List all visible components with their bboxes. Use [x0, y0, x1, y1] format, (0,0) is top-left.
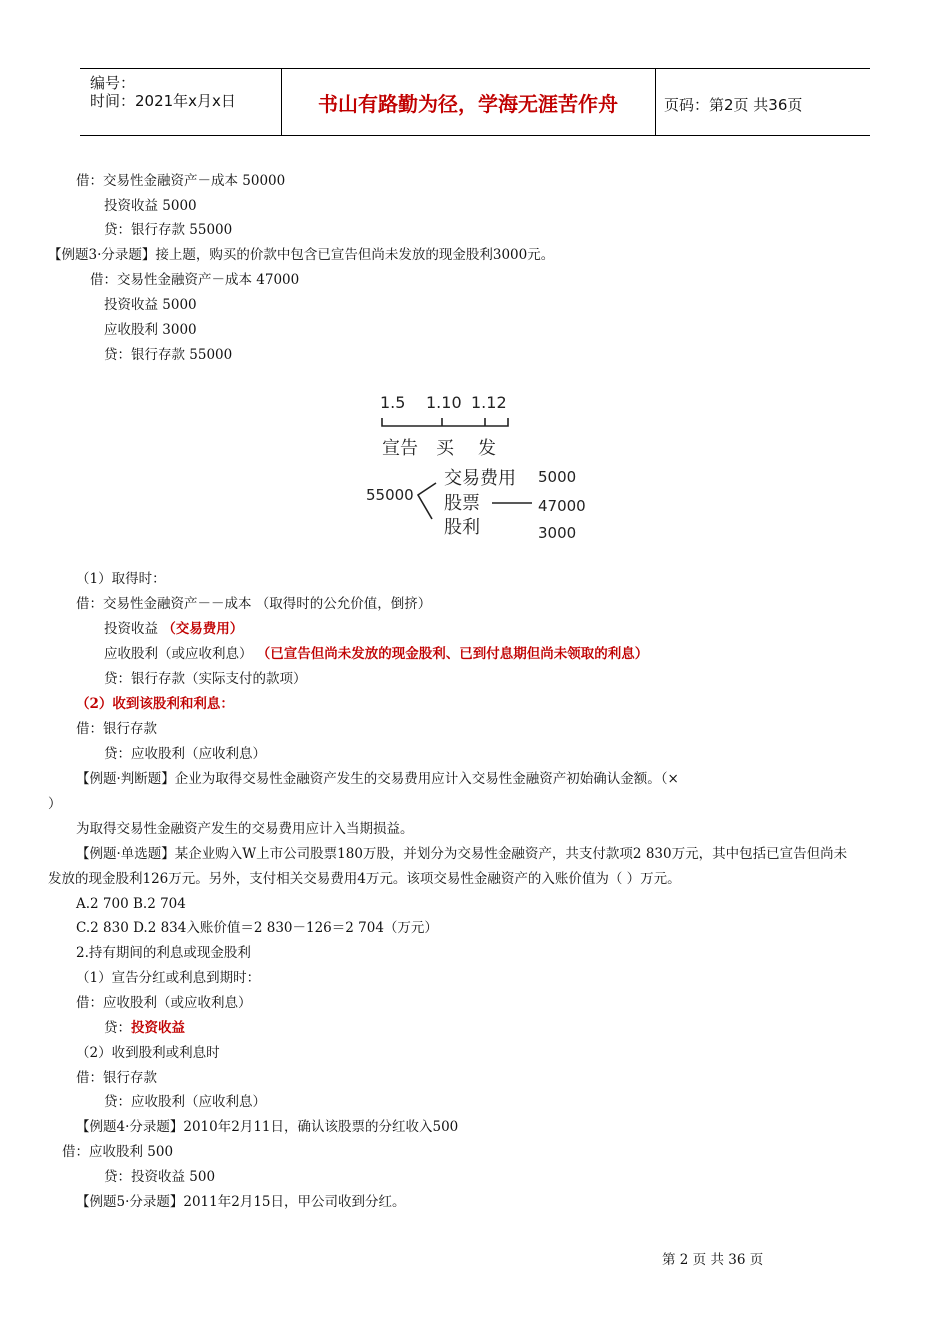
example-choice-text: 发放的现金股利126万元。另外，支付相关交易费用4万元。该项交易性金融资产的入账价值为（ ）万元。 [48, 871, 681, 887]
entry-account: 投资收益 [104, 621, 163, 637]
entry-debit-line: 借：交易性金融资产－成本 47000 [90, 272, 300, 288]
entry-account: 应收股利（或应收利息） [104, 646, 257, 662]
choice-options-answer: C.2 830 D.2 834入账价值＝2 830－126＝2 704（万元） [76, 920, 438, 936]
dividend-diagram [360, 385, 600, 550]
header-bottom-rule [80, 135, 870, 136]
diagram-item-dividend: 股利 [444, 517, 480, 538]
diagram-value-dividend: 3000 [538, 524, 577, 542]
entry-debit-line: 借：交易性金融资产－成本 50000 [76, 173, 286, 189]
example5-title: 【例题5·分录题】2011年2月15日，甲公司收到分红。 [76, 1194, 406, 1210]
example-judge-title: 【例题·判断题】企业为取得交易性金融资产发生的交易费用应计入交易性金融资产初始确认金额。（× [76, 771, 679, 787]
entry-line: 应收股利 3000 [104, 322, 197, 338]
entry-debit-line: 借：银行存款 [76, 1070, 157, 1086]
entry-debit-line: 借：交易性金融资产－－成本 （取得时的公允价值，倒挤） [76, 596, 432, 612]
choice-options: A.2 700 B.2 704 [76, 896, 186, 912]
entry-credit-line: 贷：银行存款 55000 [104, 347, 233, 363]
diagram-total: 55000 [366, 486, 414, 504]
diagram-item-stock: 股票 [444, 493, 480, 514]
header-top-rule [80, 68, 870, 69]
entry-debit-line: 借：应收股利 500 [62, 1144, 174, 1160]
entry-credit-line: 贷：投资收益 500 [104, 1169, 216, 1185]
diagram-value-stock: 47000 [538, 497, 586, 515]
example-judge-answer: ） [48, 796, 62, 812]
diagram-item-fee: 交易费用 [444, 468, 516, 489]
entry-credit-line: 贷：银行存款（实际支付的款项） [104, 671, 307, 687]
header-time-label: 时间：2021年x月x日 [90, 92, 236, 110]
entry-credit-line: 贷：应收股利（应收利息） [104, 746, 266, 762]
entry-debit-line: 借：应收股利（或应收利息） [76, 995, 252, 1011]
header-page-label: 页码：第2页 共36页 [664, 96, 803, 114]
header-motto: 书山有路勤为径，学海无涯苦作舟 [318, 92, 618, 116]
diagram-event-pay: 发 [478, 438, 496, 459]
entry-debit-line: 借：银行存款 [76, 721, 157, 737]
entry-credit-line: 贷：应收股利（应收利息） [104, 1094, 266, 1110]
step-heading-red: （2）收到该股利和利息： [76, 696, 234, 712]
diagram-date-1: 1.5 [380, 393, 406, 412]
header-number-label: 编号： [90, 74, 136, 92]
entry-credit-line: 贷：银行存款 55000 [104, 222, 233, 238]
entry-line: 投资收益 5000 [104, 297, 197, 313]
step-heading: （1）取得时： [76, 571, 166, 587]
explanation-text: 为取得交易性金融资产发生的交易费用应计入当期损益。 [76, 821, 414, 837]
entry-line: 投资收益 5000 [104, 198, 197, 214]
step-heading: （1）宣告分红或利息到期时： [76, 970, 261, 986]
section-heading: 2.持有期间的利息或现金股利 [76, 945, 251, 961]
entry-note-red: （交易费用） [162, 621, 244, 637]
entry-credit-line [104, 1019, 185, 1037]
header-divider-right [655, 68, 656, 136]
diagram-timeline-bracket [382, 418, 508, 426]
entry-credit-prefix: 贷： [104, 1020, 131, 1036]
entry-line [104, 620, 243, 638]
example-choice-title: 【例题·单选题】某企业购入W上市公司股票180万股，并划分为交易性金融资产，共支付款项2 830万元，其中包括已宣告但尚未 [76, 846, 848, 862]
example4-title: 【例题4·分录题】2010年2月11日，确认该股票的分红收入500 [76, 1119, 459, 1135]
page-footer: 第 2 页 共 36 页 [662, 1252, 764, 1268]
entry-note-red: （已宣告但尚未发放的现金股利、已到付息期但尚未领取的利息） [256, 646, 649, 662]
entry-line [104, 645, 648, 663]
diagram-value-fee: 5000 [538, 468, 577, 486]
example3-title: 【例题3·分录题】接上题，购买的价款中包含已宣告但尚未发放的现金股利3000元。 [48, 247, 555, 263]
diagram-date-3: 1.12 [471, 393, 507, 412]
entry-account-red: 投资收益 [131, 1020, 185, 1036]
step-heading: （2）收到股利或利息时 [76, 1045, 220, 1061]
diagram-event-announce: 宣告 [382, 438, 418, 459]
diagram-event-buy: 买 [436, 438, 454, 459]
diagram-date-2: 1.10 [426, 393, 462, 412]
diagram-split-brace [418, 483, 436, 519]
